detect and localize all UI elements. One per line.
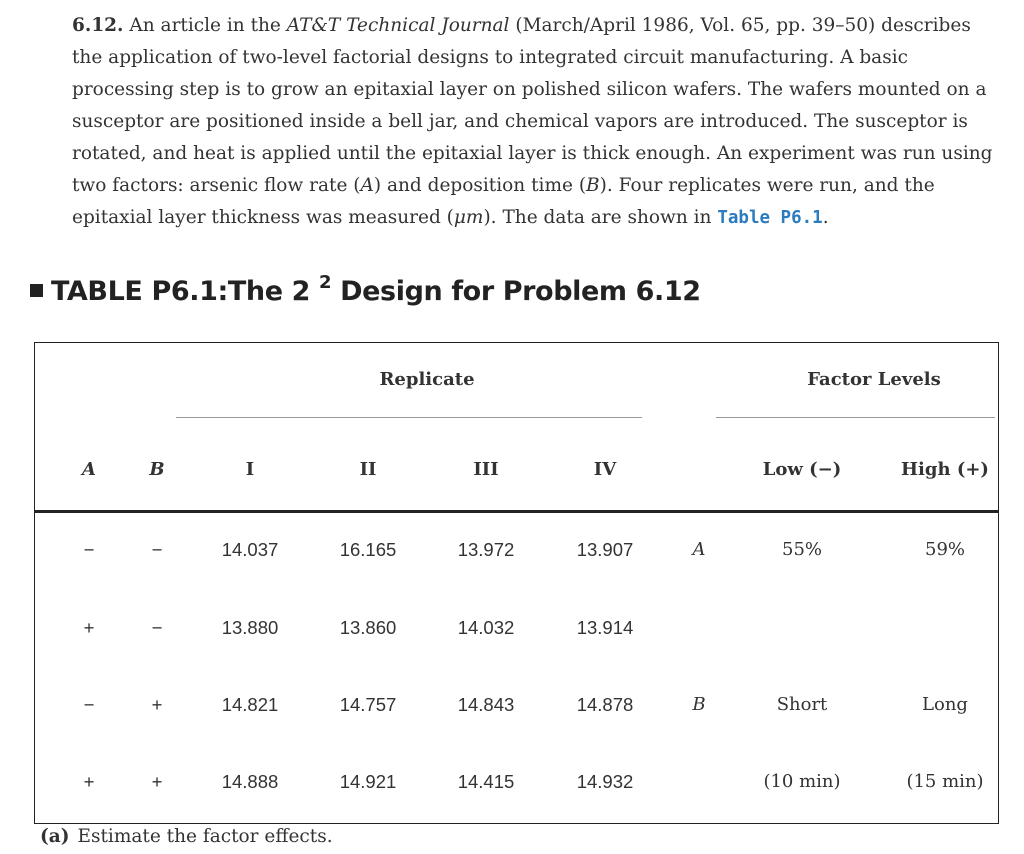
cell-row-4-r1: 14.888 bbox=[221, 771, 279, 792]
col-header-replicate-3: III bbox=[473, 459, 499, 480]
table-link[interactable]: Table P6.1 bbox=[717, 208, 823, 228]
cell-row-2-a: + bbox=[83, 617, 95, 638]
table-title: TABLE P6.1:The 2 $^2$ Design for Problem 6.12 bbox=[30, 276, 701, 307]
factor-levels-group-header: Factor Levels bbox=[807, 369, 941, 390]
cell-row-1-r3: 13.972 bbox=[457, 539, 515, 560]
cell-row-2-r3: 14.032 bbox=[457, 617, 515, 638]
cell-row-2-r1: 13.880 bbox=[221, 617, 279, 638]
problem-number: 6.12. bbox=[72, 15, 124, 36]
cell-row-3-r1: 14.821 bbox=[221, 694, 279, 715]
cell-row-4-r3: 14.415 bbox=[457, 771, 515, 792]
part-a-text: Estimate the factor effects. bbox=[77, 826, 333, 847]
cell-row-1-r2: 16.165 bbox=[339, 539, 397, 560]
cell-row-4-r2: 14.921 bbox=[339, 771, 397, 792]
col-header-replicate-4: IV bbox=[593, 459, 617, 480]
replicate-rule bbox=[176, 417, 642, 418]
cell-row-4-a: + bbox=[83, 771, 95, 792]
cell-row-2-r2: 13.860 bbox=[339, 617, 397, 638]
replicate-group-header: Replicate bbox=[379, 369, 475, 390]
cell-row-3-b: + bbox=[151, 694, 163, 715]
cell-row-1-r1: 14.037 bbox=[221, 539, 279, 560]
cell-row-4-b: + bbox=[151, 771, 163, 792]
cell-row-3-r2: 14.757 bbox=[339, 694, 397, 715]
part-a bbox=[40, 826, 333, 847]
problem-statement: 6.12. An article in the AT&T Technical Journal (March/April 1986, Vol. 65, pp. 39–50) describes the application of two-level factorial designs to integrated circuit manufacturing. A basic processing step is to grow an epitaxial layer on polished silicon wafers. The wafers mounted on a susceptor are positioned inside a bell jar, and chemical vapors are introduced. The susceptor is rotated, and heat is applied until the epitaxial layer is thick enough. An experiment was run using two factors: arsenic flow rate (A) and deposition time (B). Four replicates were run, and the epitaxial layer thickness was measured (μm). The data are shown in Table P6.1. bbox=[72, 15, 993, 228]
data-table bbox=[34, 342, 999, 824]
journal-title: AT&T Technical Journal bbox=[286, 15, 510, 36]
cell-row-3-r4: 14.878 bbox=[576, 694, 634, 715]
cell-row-3-high: Long bbox=[922, 694, 968, 715]
cell-row-3-a: − bbox=[83, 694, 95, 715]
col-header-low: Low (−) bbox=[762, 459, 842, 480]
cell-row-1-low: 55% bbox=[781, 539, 823, 560]
cell-row-1-high: 59% bbox=[924, 539, 966, 560]
cell-row-1-a: − bbox=[83, 539, 95, 560]
cell-row-4-r4: 14.932 bbox=[576, 771, 634, 792]
col-header-high: High (+) bbox=[901, 459, 989, 480]
cell-row-2-b: − bbox=[151, 617, 163, 638]
cell-row-3-low: Short bbox=[776, 694, 828, 715]
col-header-b: B bbox=[149, 459, 165, 480]
cell-row-1-r4: 13.907 bbox=[576, 539, 634, 560]
cell-row-1-b: − bbox=[151, 539, 163, 560]
square-bullet-icon bbox=[30, 284, 43, 297]
cell-row-4-high: (15 min) bbox=[906, 771, 984, 792]
header-divider bbox=[35, 510, 998, 513]
factor-levels-rule bbox=[716, 417, 995, 418]
col-header-a: A bbox=[82, 459, 96, 480]
cell-row-2-r4: 13.914 bbox=[576, 617, 634, 638]
cell-row-3-factor: B bbox=[692, 694, 706, 715]
cell-row-3-r3: 14.843 bbox=[457, 694, 515, 715]
col-header-replicate-1: I bbox=[245, 459, 255, 480]
cell-row-1-factor: A bbox=[692, 539, 706, 560]
part-a-label: (a) bbox=[40, 826, 70, 847]
cell-row-4-low: (10 min) bbox=[763, 771, 841, 792]
col-header-replicate-2: II bbox=[359, 459, 377, 480]
